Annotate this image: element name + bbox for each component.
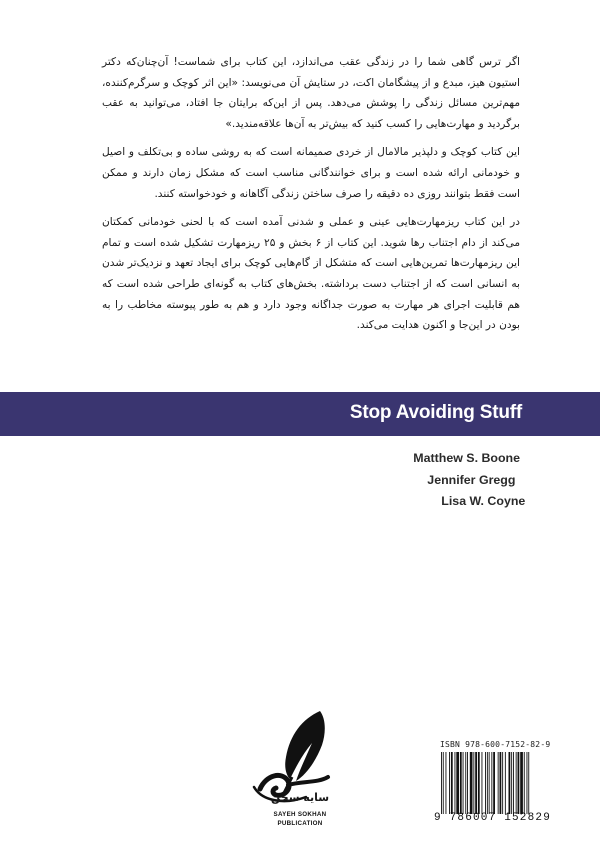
barcode-bar: [518, 752, 520, 814]
barcode-digits: 9 786007 152829: [434, 812, 552, 824]
barcode-bar: [467, 752, 468, 814]
barcode-bar: [465, 752, 466, 814]
barcode-bar: [443, 752, 444, 814]
isbn-label: ISBN 978-600-7152-82-9: [440, 740, 551, 749]
barcode-bar: [463, 752, 464, 814]
back-cover-description: [102, 52, 520, 336]
publisher-name-persian: سایه سخن: [270, 791, 330, 804]
author-list: [413, 448, 526, 513]
barcode-bar: [482, 752, 483, 814]
barcode-bar: [475, 752, 477, 814]
barcode-bar: [527, 752, 528, 814]
barcode-bar: [455, 752, 456, 814]
barcode-bar: [491, 752, 492, 814]
barcode-bar: [502, 752, 503, 814]
barcode-bar: [460, 752, 462, 814]
barcode-bar: [524, 752, 525, 814]
description-paragraph-1: اگر ترس گاهی شما را در زندگی عقب می‌اندازد، این کتاب برای شماست! آن‌چنان‌که دکتر استیون هیز، مبدع و از پیشگامان اکت، در ستایش آن می‌نویسد: «این اثر کوچک و سرگرم‌کننده، مهم‌ترین مسائل زندگی را پوشش می‌دهد. پس از این‌که برایتان جا افتاد، می‌توانید به عقب برگردید و مهارت‌هایی را کسب کنید که بیش‌تر به آن‌ها علاقه‌مندید.»: [102, 56, 520, 130]
description-paragraph-2: این کتاب کوچک و دلپذیر مالامال از خردی صمیمانه است که به روشی ساده و بی‌تکلف و اصیل و خودمانی ارائه شده است و برای خوانندگانی مناسب است که مشکل زمان دارند و ممکن است فقط بتوانند روزی ده دقیقه را صرف ساختن زندگی آگاهانه و خودخواسته کنند.: [102, 146, 520, 200]
barcode-bar: [446, 752, 447, 814]
barcode-bar: [500, 752, 502, 814]
description-paragraph-3: در این کتاب ریزمهارت‌هایی عینی و عملی و شدنی آمده است که با لحنی خودمانی کمکتان می‌کند از دام اجتناب رها شوید. این کتاب از ۶ بخش و ۲۵ ریزمهارت تشکیل شده است و تمام این ریزمهارت‌ها تمرین‌هایی است که متشکل از گام‌هایی کوچک برای ایجاد تعهد و نزدیک‌تر شدن به انسانی است که از اجتناب دست برداشته. بخش‌های کتاب به گونه‌ای طراحی شده است که هم قابلیت اجرای هر مهارت به صورت جداگانه وجود دارد و هم به طور پیوسته مخاطب را به بودن در این‌جا و اکنون هدایت می‌کند.: [102, 216, 520, 332]
author-name: Jennifer Gregg: [427, 472, 516, 487]
barcode-bar: [470, 752, 473, 814]
book-title-english: Stop Avoiding Stuff: [349, 402, 522, 423]
author-name: Lisa W. Coyne: [441, 494, 526, 508]
publisher-name-english: SAYEH SOKHAN: [273, 811, 327, 818]
barcode-bar: [509, 752, 511, 814]
barcode-bar: [441, 752, 442, 814]
author-name: Matthew S. Boone: [413, 451, 520, 465]
title-banner: [0, 392, 600, 436]
barcode-bar: [473, 752, 474, 814]
barcode: [439, 752, 564, 814]
barcode-bar: [516, 752, 517, 814]
barcode-bar: [487, 752, 488, 814]
barcode-bar: [520, 752, 523, 814]
barcode-bar: [511, 752, 512, 814]
barcode-bar: [528, 752, 529, 814]
barcode-bar: [478, 752, 480, 814]
barcode-bar: [489, 752, 490, 814]
barcode-bar: [449, 752, 450, 814]
barcode-bar: [493, 752, 495, 814]
publisher-label-english: PUBLICATION: [277, 820, 323, 827]
barcode-bar: [485, 752, 486, 814]
barcode-bar: [456, 752, 459, 814]
barcode-bar: [505, 752, 506, 814]
barcode-bar: [498, 752, 499, 814]
barcode-bar: [451, 752, 453, 814]
barcode-bar: [513, 752, 514, 814]
